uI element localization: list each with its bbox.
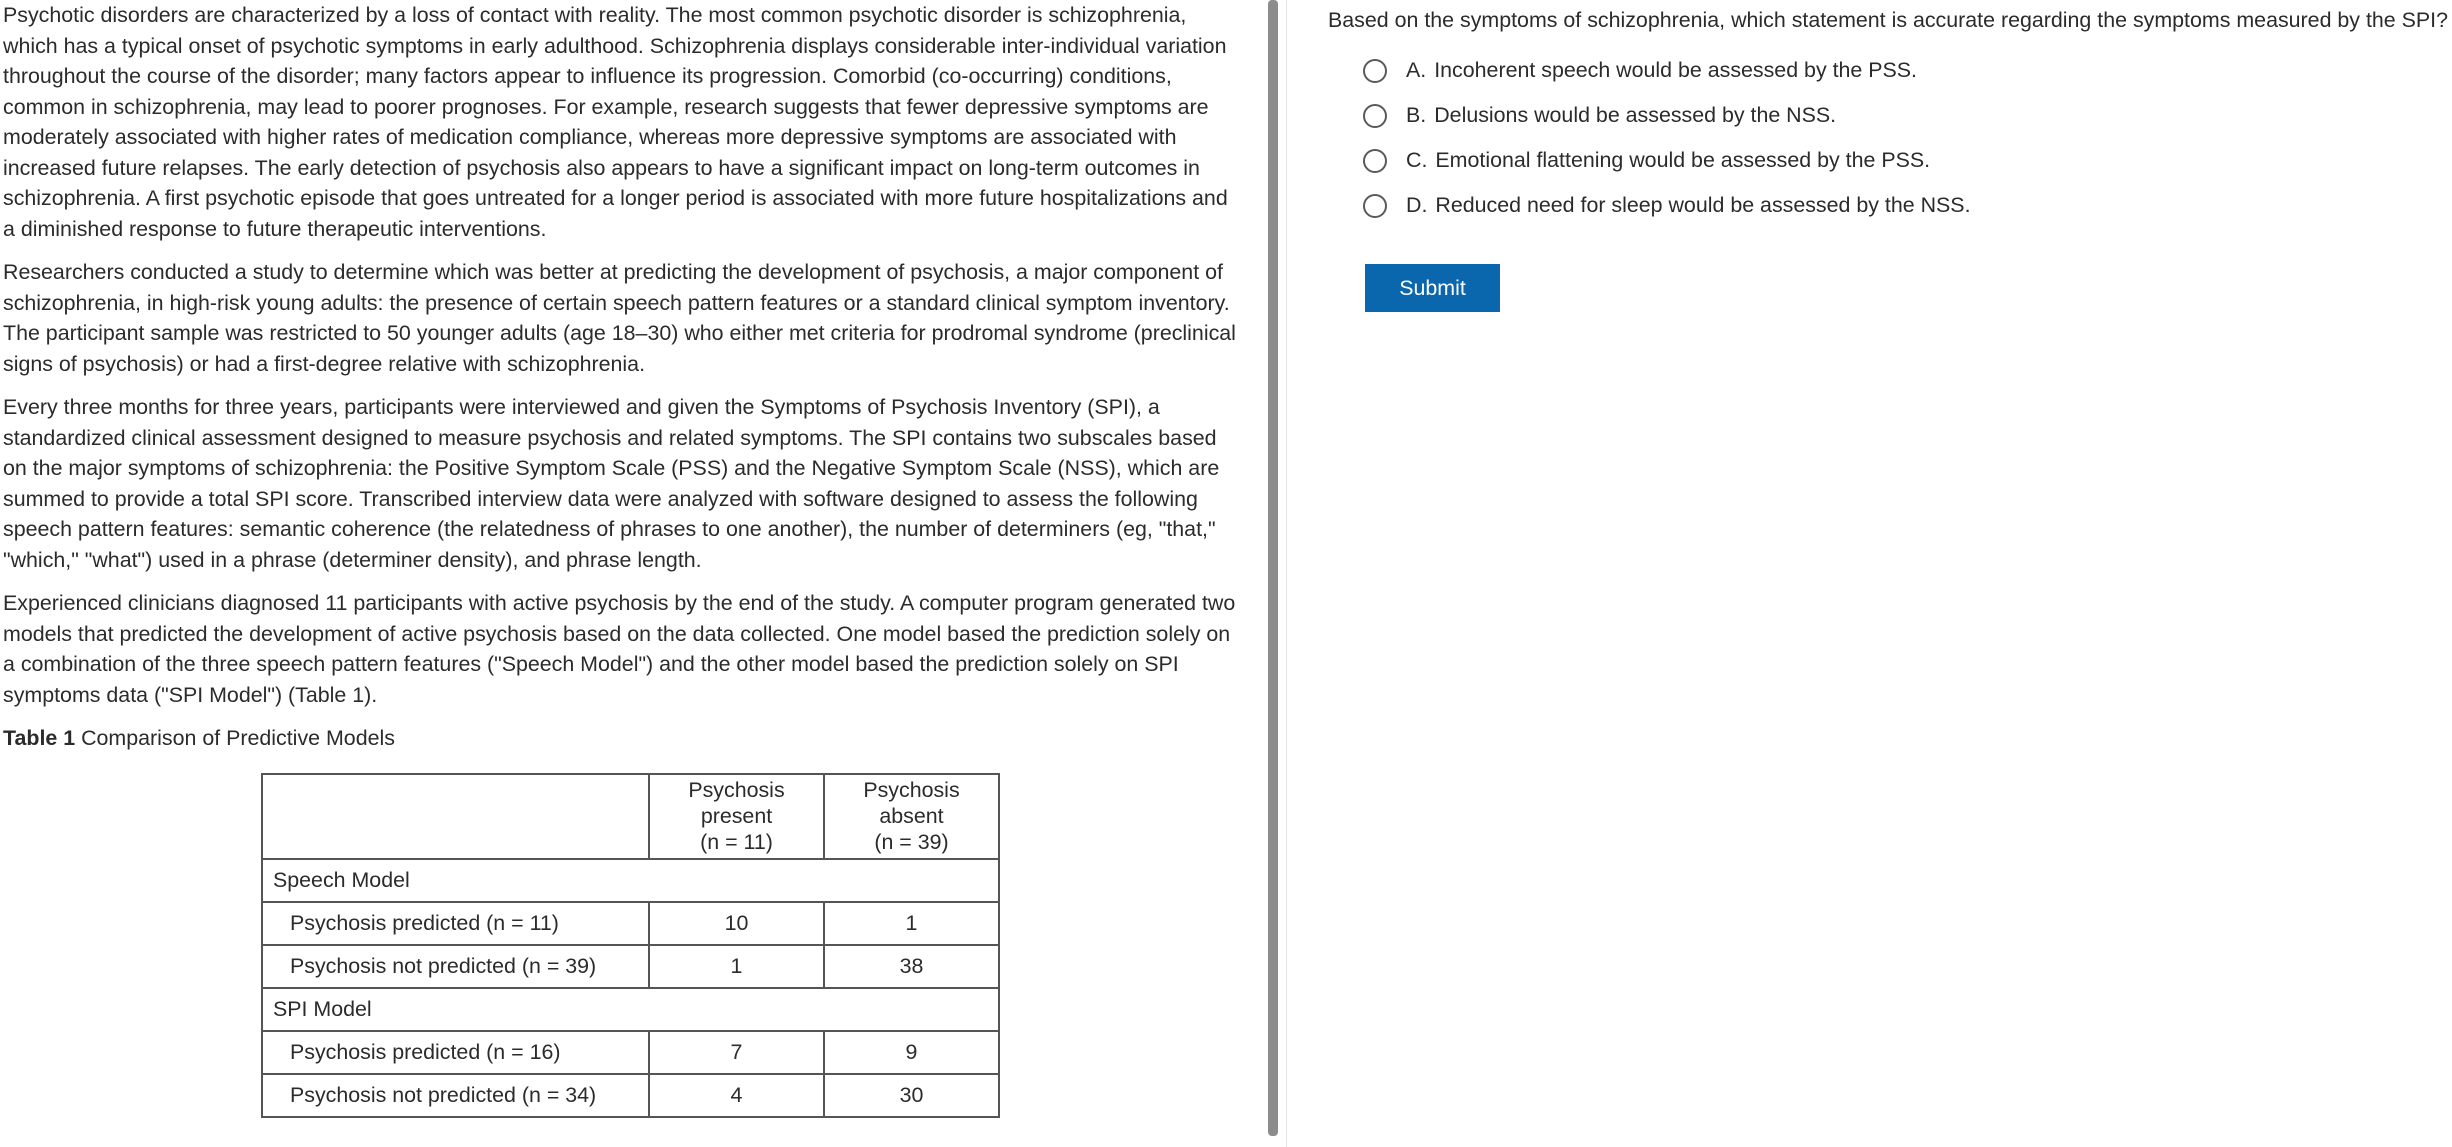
header-line: (n = 39) — [874, 829, 949, 854]
question-stem: Based on the symptoms of schizophrenia, which statement is accurate regarding the symptoms measured by the SPI? — [1328, 8, 2449, 32]
group-label-spi-model: SPI Model — [262, 988, 999, 1031]
question-pane — [1328, 0, 2448, 1147]
table-corner-cell — [262, 774, 649, 859]
radio-button[interactable] — [1363, 59, 1387, 83]
answer-option-b[interactable] — [1363, 101, 2448, 131]
header-line: Psychosis — [688, 777, 785, 802]
table-row — [262, 902, 999, 945]
header-line: Psychosis — [863, 777, 960, 802]
option-text: Reduced need for sleep would be assessed by the NSS. — [1435, 193, 1971, 217]
header-line: absent — [879, 803, 944, 828]
passage-paragraph: Every three months for three years, participants were interviewed and given the Symptoms of Psychosis Inventory (SPI), a standardized clinical assessment designed to measure psychosis and related symptoms. The SPI contains two subscales based on the major symptoms of schizophrenia: the Positive Symptom Scale (PSS) and the Negative Symptom Scale (NSS), which are summed to provide a total SPI score. Transcribed interview data were analyzed with software designed to assess the following speech pattern features: semantic coherence (the relatedness of phrases to one another), the number of determiners (eg, "that," "which," "what") used in a phrase (determiner density), and phrase length. — [3, 395, 1220, 572]
pane-resize-handle[interactable] — [1268, 0, 1278, 1136]
group-label-speech-model: Speech Model — [262, 859, 999, 902]
row-label: Psychosis predicted (n = 16) — [262, 1031, 649, 1074]
option-letter: C. — [1406, 148, 1428, 172]
submit-button[interactable]: Submit — [1365, 264, 1500, 312]
row-label: Psychosis not predicted (n = 34) — [262, 1074, 649, 1117]
passage-paragraph: Researchers conducted a study to determine which was better at predicting the development of psychosis, a major component of schizophrenia, in high-risk young adults: the presence of certain speech pattern features or a standard clinical symptom inventory. The participant sample was restricted to 50 younger adults (age 18–30) who either met criteria for prodromal syndrome (preclinical signs of psychosis) or had a first-degree relative with schizophrenia. — [3, 260, 1236, 376]
header-psychosis-present — [649, 774, 824, 859]
cell-present: 10 — [649, 902, 824, 945]
cell-absent: 9 — [824, 1031, 999, 1074]
cell-absent: 1 — [824, 902, 999, 945]
table-header-row — [262, 774, 999, 859]
option-text: Delusions would be assessed by the NSS. — [1434, 103, 1837, 127]
passage-paragraph: Psychotic disorders are characterized by a loss of contact with reality. The most common psychotic disorder is schizophrenia, which has a typical onset of psychotic symptoms in early adulthood. Schizophrenia displays considerable inter-individual variation throughout the course of the disorder; many factors appear to influence its progression. Comorbid (co-occurring) conditions, common in schizophrenia, may lead to poorer prognoses. For example, research suggests that fewer depressive symptoms are moderately associated with higher rates of medication compliance, whereas more depressive symptoms are associated with increased future relapses. The early detection of psychosis also appears to have a significant impact on long-term outcomes in schizophrenia. A first psychotic episode that goes untreated for a longer period is associated with more future hospitalizations and a diminished response to future therapeutic interventions. — [3, 3, 1228, 241]
option-letter: B. — [1406, 103, 1427, 127]
cell-absent: 38 — [824, 945, 999, 988]
radio-button[interactable] — [1363, 104, 1387, 128]
table-row — [262, 945, 999, 988]
header-psychosis-absent — [824, 774, 999, 859]
option-letter: D. — [1406, 193, 1428, 217]
table-caption-label: Table 1 — [3, 726, 76, 750]
table-group-row — [262, 988, 999, 1031]
option-text: Emotional flattening would be assessed by the PSS. — [1435, 148, 1931, 172]
cell-present: 1 — [649, 945, 824, 988]
table-row — [262, 1074, 999, 1117]
passage-paragraph: Experienced clinicians diagnosed 11 participants with active psychosis by the end of the study. A computer program generated two models that predicted the development of active psychosis based on the data collected. One model based the prediction solely on a combination of the three speech pattern features ("Speech Model") and the other model based the prediction solely on SPI symptoms data ("SPI Model") (Table 1). — [3, 591, 1236, 707]
option-text: Incoherent speech would be assessed by the PSS. — [1434, 58, 1918, 82]
answer-option-d[interactable] — [1363, 191, 2448, 221]
row-label: Psychosis not predicted (n = 39) — [262, 945, 649, 988]
table-row — [262, 1031, 999, 1074]
option-letter: A. — [1406, 58, 1427, 82]
answer-options — [1328, 56, 2448, 221]
radio-button[interactable] — [1363, 194, 1387, 218]
table-caption-text: Comparison of Predictive Models — [75, 726, 395, 750]
header-line: present — [700, 803, 773, 828]
table-caption — [3, 723, 1250, 754]
radio-button[interactable] — [1363, 149, 1387, 173]
table-group-row — [262, 859, 999, 902]
row-label: Psychosis predicted (n = 11) — [262, 902, 649, 945]
header-line: (n = 11) — [700, 829, 773, 854]
cell-present: 4 — [649, 1074, 824, 1117]
answer-option-c[interactable] — [1363, 146, 2448, 176]
answer-option-a[interactable] — [1363, 56, 2448, 86]
pane-divider-line — [1286, 0, 1287, 1147]
cell-absent: 30 — [824, 1074, 999, 1117]
cell-present: 7 — [649, 1031, 824, 1074]
predictive-models-table — [261, 773, 1000, 1118]
